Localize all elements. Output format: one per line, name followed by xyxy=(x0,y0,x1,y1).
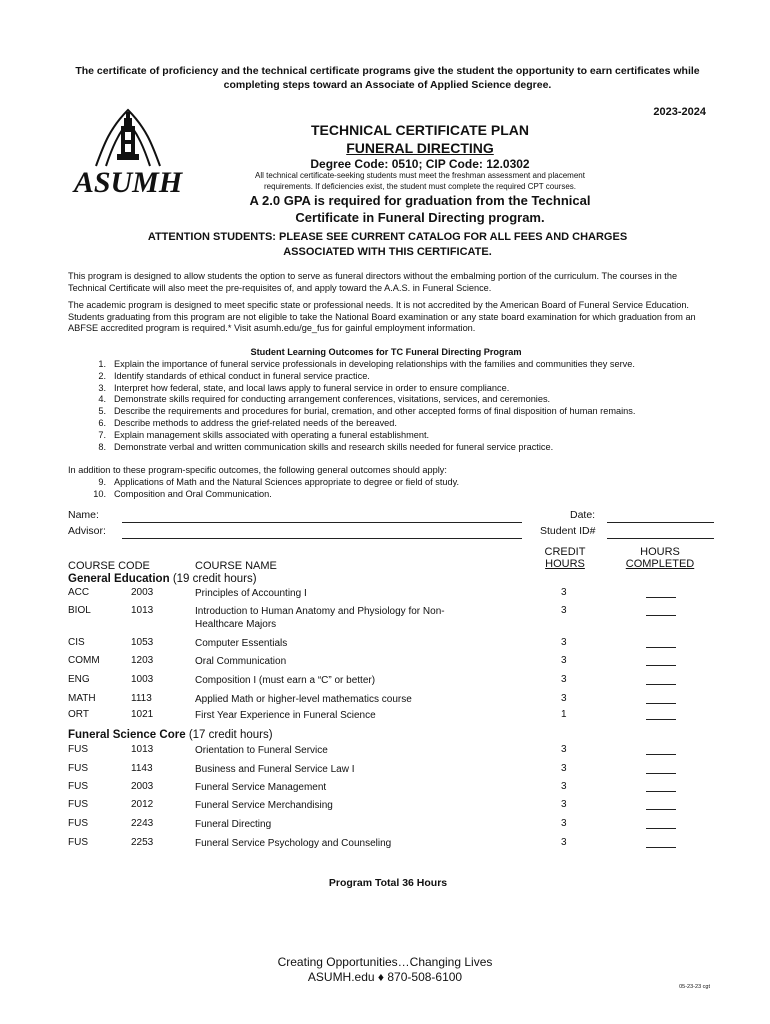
course-row xyxy=(68,674,708,688)
footer-contact: ASUMH.edu ♦ 870-508-6100 xyxy=(307,970,463,984)
outcome-text: Describe methods to address the grief-related needs of the bereaved. xyxy=(114,417,397,428)
advisor-label: Advisor: xyxy=(68,525,106,537)
course-name: Business and Funeral Service Law I xyxy=(195,764,355,775)
outcome-number: 1. xyxy=(98,359,106,369)
course-name: Composition I (must earn a “C” or better) xyxy=(195,675,376,686)
course-credit: 3 xyxy=(561,674,567,685)
course-row xyxy=(68,799,708,813)
outcome-number: 6. xyxy=(98,417,106,428)
course-credit: 3 xyxy=(561,637,567,648)
outcome-text: Applications of Math and the Natural Sciences appropriate to degree or field of study. xyxy=(114,477,460,487)
course-number: 1013 xyxy=(131,605,154,616)
outcome-number: 4. xyxy=(98,394,106,405)
outcome-item xyxy=(84,359,704,371)
course-row xyxy=(68,655,708,669)
intro-text: The certificate of proficiency and the technical certificate programs give the student the opportunity to earn certificates while completing steps toward an Associate of Applied Science degree. xyxy=(75,65,700,91)
course-credit: 3 xyxy=(561,837,567,848)
course-number: 2003 xyxy=(131,781,154,792)
date-label: Date: xyxy=(570,509,596,521)
course-dept: FUS xyxy=(68,818,88,829)
outcome-item xyxy=(84,383,704,395)
program-total: Program Total 36 Hours xyxy=(328,877,448,889)
outcome-number: 9. xyxy=(98,477,106,487)
assessment-note: All technical certificate-seeking students must meet the freshman assessment and placement requirements. If deficiencies exist, the student must complete the required CPT courses. xyxy=(255,171,585,191)
course-row xyxy=(68,744,708,758)
course-name: Oral Communication xyxy=(195,656,287,667)
general-outcomes-intro: In addition to these program-specific outcomes, the following general outcomes should apply: xyxy=(68,465,447,475)
course-dept: ACC xyxy=(68,587,90,598)
course-number: 1003 xyxy=(131,674,154,685)
name-label: Name: xyxy=(68,509,99,521)
outcome-number: 7. xyxy=(98,429,106,440)
student-id-field[interactable] xyxy=(607,538,714,539)
course-credit: 3 xyxy=(561,781,567,792)
outcome-number: 8. xyxy=(98,441,106,452)
course-dept: FUS xyxy=(68,799,88,810)
course-name: Funeral Service Management xyxy=(195,782,327,793)
outcome-item xyxy=(84,394,704,406)
name-field[interactable] xyxy=(122,522,522,523)
gen-ed-heading: General Education (19 credit hours) xyxy=(68,573,257,585)
outcome-text: Interpret how federal, state, and local laws apply to funeral service in order to ensure compliance. xyxy=(114,382,510,393)
course-name: Computer Essentials xyxy=(195,638,288,649)
course-name: Principles of Accounting I xyxy=(195,588,307,599)
course-name: Funeral Service Merchandising xyxy=(195,800,333,811)
course-row xyxy=(68,763,708,777)
hours-completed-field[interactable] xyxy=(646,781,676,792)
course-row xyxy=(68,605,708,630)
course-dept: ENG xyxy=(68,674,90,685)
outcomes-list xyxy=(84,359,704,453)
footer-slogan: Creating Opportunities…Changing Lives xyxy=(277,955,493,969)
footer xyxy=(200,955,570,985)
course-row xyxy=(68,837,708,851)
course-number: 1021 xyxy=(131,709,154,720)
advisor-field[interactable] xyxy=(122,538,522,539)
course-number: 1013 xyxy=(131,744,154,755)
accreditation-note: The academic program is designed to meet specific state or professional needs. It is not accredited by the American Board of Funeral Service Education. Students graduating from this program are not eligible to take the National Board examination or any state board examination for which graduation from an ABFSE accredited program is required.* Visit asumh.edu/ge_fus for gainful employment information. xyxy=(68,300,696,333)
course-credit: 1 xyxy=(561,709,567,720)
outcome-item xyxy=(84,477,704,489)
outcome-number: 5. xyxy=(98,406,106,417)
course-credit: 3 xyxy=(561,744,567,755)
hours-completed-field[interactable] xyxy=(646,674,676,685)
outcome-item xyxy=(84,489,704,501)
outcome-text: Demonstrate skills required for conducting arrangement conferences, visitations, services, and ceremonies. xyxy=(114,394,551,405)
course-dept: COMM xyxy=(68,655,100,666)
outcomes-title: Student Learning Outcomes for TC Funeral Directing Program xyxy=(250,347,522,357)
hours-completed-field[interactable] xyxy=(646,637,676,648)
outcome-item xyxy=(84,430,704,442)
course-code-header: COURSE CODE xyxy=(68,560,150,572)
course-dept: BIOL xyxy=(68,605,91,616)
outcome-item xyxy=(84,418,704,430)
outcome-number: 2. xyxy=(98,370,106,381)
course-number: 1143 xyxy=(131,763,153,774)
course-dept: ORT xyxy=(68,709,89,720)
academic-year: 2023-2024 xyxy=(653,106,706,118)
course-dept: FUS xyxy=(68,837,88,848)
date-field[interactable] xyxy=(607,522,714,523)
course-row xyxy=(68,781,708,795)
hours-completed-field[interactable] xyxy=(646,799,676,810)
course-name: Applied Math or higher-level mathematics course xyxy=(195,694,412,705)
program-title: FUNERAL DIRECTING xyxy=(346,140,494,156)
revision-date: 05-23-23 cgt xyxy=(679,984,710,990)
course-credit: 3 xyxy=(561,587,567,598)
outcome-text: Explain the importance of funeral service professionals in developing relationships with the families and communities they serve. xyxy=(114,359,635,369)
course-dept: FUS xyxy=(68,744,88,755)
course-name: First Year Experience in Funeral Science xyxy=(195,710,376,721)
fus-core-heading: Funeral Science Core (17 credit hours) xyxy=(68,729,273,741)
outcome-text: Describe the requirements and procedures for burial, cremation, and other accepted forms of final disposition of human remains. xyxy=(114,406,636,417)
attention-notice: ATTENTION STUDENTS: PLEASE SEE CURRENT CATALOG FOR ALL FEES AND CHARGES ASSOCIATED WITH THIS CERTIFICATE. xyxy=(147,231,628,258)
outcome-item xyxy=(84,406,704,418)
degree-code: Degree Code: 0510; CIP Code: 12.0302 xyxy=(310,157,530,171)
course-name: Orientation to Funeral Service xyxy=(195,745,328,756)
course-number: 2243 xyxy=(131,818,154,829)
course-row xyxy=(68,693,708,707)
plan-title: TECHNICAL CERTIFICATE PLAN xyxy=(310,122,530,138)
course-name: Funeral Directing xyxy=(195,819,272,830)
hours-completed-field[interactable] xyxy=(646,818,676,829)
course-dept: FUS xyxy=(68,781,88,792)
outcome-text: Identify standards of ethical conduct in funeral service practice. xyxy=(114,370,370,381)
hours-completed-field[interactable] xyxy=(646,763,676,774)
hours-completed-field[interactable] xyxy=(646,693,676,704)
outcome-number: 10. xyxy=(93,488,106,499)
course-number: 2012 xyxy=(131,799,154,810)
hours-completed-field[interactable] xyxy=(646,605,676,616)
gpa-requirement: A 2.0 GPA is required for graduation from the Technical Certificate in Funeral Directing program. xyxy=(249,193,591,225)
course-dept: MATH xyxy=(68,693,96,704)
course-credit: 3 xyxy=(561,818,567,829)
course-name: Funeral Service Psychology and Counseling xyxy=(195,838,392,849)
course-number: 1113 xyxy=(131,693,152,704)
hours-completed-field[interactable] xyxy=(646,587,676,598)
credit-header: CREDIT HOURS xyxy=(544,546,586,570)
course-number: 1203 xyxy=(131,655,154,666)
svg-text:ASUMH: ASUMH xyxy=(73,166,183,199)
asumh-logo xyxy=(66,104,190,200)
outcome-number: 3. xyxy=(98,382,106,393)
hours-completed-header: HOURS COMPLETED xyxy=(625,546,695,570)
outcome-text: Explain management skills associated with operating a funeral establishment. xyxy=(114,429,430,440)
course-number: 1053 xyxy=(131,637,154,648)
program-description: This program is designed to allow students the option to serve as funeral directors without the embalming portion of the curriculum. The courses in the Technical Certificate will also meet the pre-requisites of, and apply toward the A.A.S. in Funeral Science. xyxy=(68,271,678,293)
course-row xyxy=(68,587,708,601)
course-credit: 3 xyxy=(561,605,567,616)
outcome-text: Demonstrate verbal and written communication skills and research skills needed for funeral service practice. xyxy=(114,441,554,452)
course-name: Introduction to Human Anatomy and Physiology for Non-Healthcare Majors xyxy=(195,606,445,630)
course-dept: FUS xyxy=(68,763,88,774)
general-outcomes-list xyxy=(84,477,704,501)
course-row xyxy=(68,818,708,832)
outcome-item xyxy=(84,371,704,383)
outcome-text: Composition and Oral Communication. xyxy=(114,488,272,499)
course-credit: 3 xyxy=(561,693,567,704)
student-id-label: Student ID# xyxy=(540,525,596,537)
course-number: 2253 xyxy=(131,837,154,848)
hours-completed-field[interactable] xyxy=(646,709,676,720)
hours-completed-field[interactable] xyxy=(646,744,676,755)
course-credit: 3 xyxy=(561,655,567,666)
course-dept: CIS xyxy=(68,637,85,648)
course-number: 2003 xyxy=(131,587,154,598)
course-credit: 3 xyxy=(561,799,567,810)
course-credit: 3 xyxy=(561,763,567,774)
hours-completed-field[interactable] xyxy=(646,837,676,848)
course-name-header: COURSE NAME xyxy=(195,560,277,572)
hours-completed-field[interactable] xyxy=(646,655,676,666)
course-row xyxy=(68,709,708,723)
outcome-item xyxy=(84,442,704,454)
course-row xyxy=(68,637,708,651)
